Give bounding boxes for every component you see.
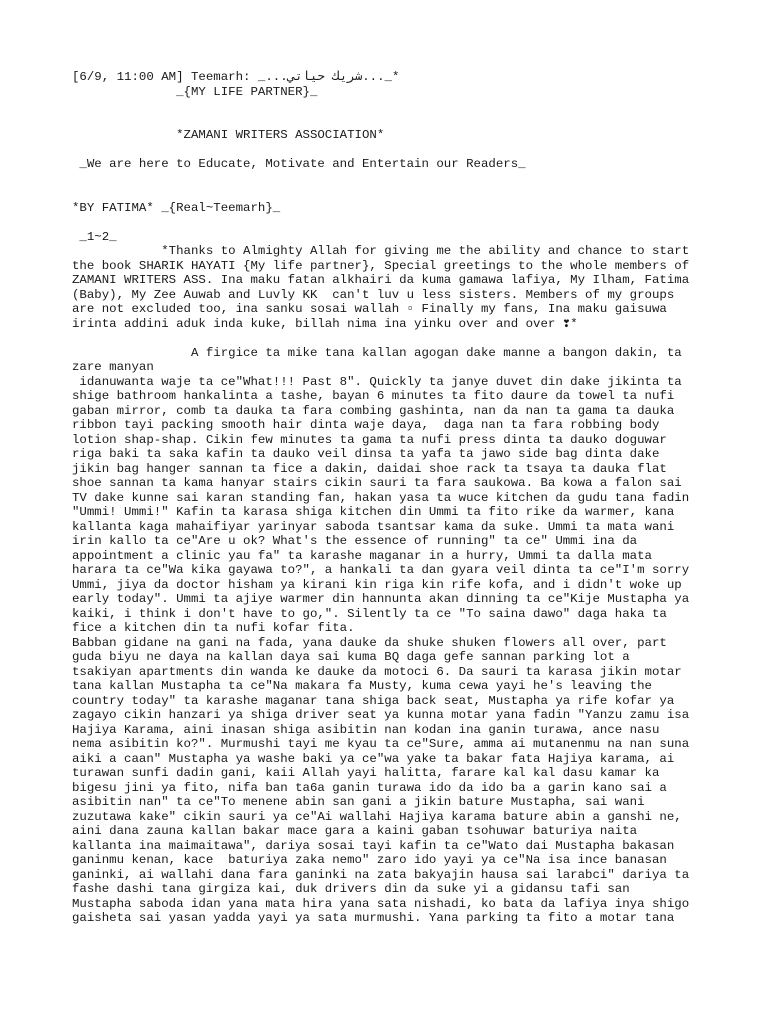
- text-line: riga baki ta saka kafin ta dauko veil dinsa ta yafa ta jawo side bag dinta dake: [72, 447, 660, 461]
- text-line: Babban gidane na gani na fada, yana dauke da shuke shuken flowers all over, part: [72, 635, 667, 650]
- text-line: lotion shap-shap. Cikin few minutes ta gama ta nufi press dinta ta dauko doguwar: [72, 432, 667, 447]
- text-line: Mustapha saboda idan yana mata hira yana sata nishadi, ko bata da lafiya inya shigo: [72, 896, 690, 911]
- text-line: *Thanks to Almighty Allah for giving me the ability and chance to start: [72, 244, 690, 258]
- text-line: ribbon tayi packing smooth hair dinta waje daya, daga nan ta fara robbing body: [72, 418, 660, 432]
- byline: *BY FATIMA* _{Real~Teemarh}_: [72, 200, 281, 215]
- text-line: appointment a clinic yau fa" ta karashe maganar in a hurry, Ummi ta dalla mata: [72, 548, 652, 563]
- text-line: irinta addini aduk inda kuke, billah nima ina yinku over and over ❣*: [72, 316, 578, 331]
- text-line: "Ummi! Ummi!" Kafin ta karasa shiga kitchen din Ummi ta fito rike da warmer, kana: [72, 505, 675, 519]
- text-line: tana kallan Mustapha ta ce"Na makara fa Musty, kuma cewa yayi he's leaving the: [72, 679, 652, 693]
- text-line: guda biyu ne daya na kallan daya sai kuma BQ daga gefe sannan parking lot a: [72, 650, 630, 664]
- text-line: gaban mirror, comb ta dauka ta fara combing gashinta, nan da nan ta gama ta dauka: [72, 403, 675, 418]
- text-line: zare manyan: [72, 360, 154, 374]
- header-line: [6/9, 11:00 AM] Teemarh: _...شريك حياتي..._*: [72, 70, 400, 84]
- text-line: aiki a caan" Mustapha ya washe baki ya ce"wa yake ta bakar fata Hajiya karama, ai: [72, 751, 675, 766]
- header-line: _{MY LIFE PARTNER}_: [72, 84, 318, 99]
- text-line: harara ta ce"Wa kika gayawa to?", a hankali ta dan gyara veil dinta ta ce"I'm sorry: [72, 563, 690, 577]
- text-line: shoe sannan ta kama hanyar stairs cikin sauri ta fara saukowa. Ba kowa a falon sai: [72, 476, 682, 490]
- text-line: turawan sunfi dadin gani, kaii Allah yayi halitta, farare kal kal dasu kamar ka: [72, 766, 660, 780]
- story-paragraph-2: [72, 636, 712, 926]
- text-line: nema asibitin ko?". Murmushi tayi me kyau ta ce"Sure, amma ai mutanenmu na nan suna: [72, 737, 690, 751]
- text-line: ganinki, ai wallahi dana fara ganinki na zata bakyajin hausa sai larabci" dariya ta: [72, 867, 690, 882]
- association-title: *ZAMANI WRITERS ASSOCIATION*: [72, 128, 385, 142]
- text-line: kallanta kaga mahaifiyar yarinyar saboda tsantsar kama da suke. Ummi ta mata wani: [72, 519, 675, 534]
- text-line: kallanta ina maimaitawa", dariya sosai tayi kafin ta ce"Wato dai Mustapha bakasan: [72, 838, 675, 853]
- text-line: kaiki, i think i don't have to go,". Silently ta ce "To saina dawo" daga haka ta: [72, 606, 667, 621]
- tagline: _We are here to Educate, Motivate and Entertain our Readers_: [72, 157, 526, 171]
- text-line: ZAMANI WRITERS ASS. Ina maku fatan alkhairi da kuma gamawa lafiya, My Ilham, Fatima: [72, 273, 690, 287]
- text-line: TV dake kunne sai karan standing fan, hakan yasa ta wuce kitchen da gudu tana fadin: [72, 490, 690, 505]
- text-line: tsakiyan apartments din wanda ke dauke da motoci 6. Da sauri ta karasa jikin motar: [72, 664, 682, 679]
- text-line: early today". Ummi ta ajiye warmer din hannunta akan dinning ta ce"Kije Mustapha ya: [72, 592, 690, 606]
- story-paragraph-1: [72, 346, 712, 636]
- text-line: A firgice ta mike tana kallan agogan dake manne a bangon dakin, ta: [72, 345, 682, 360]
- text-line: aini dana zauna kallan bakar mace gara a kaini gaban tsohuwar baturiya naita: [72, 824, 638, 838]
- text-line: fice a kitchen din ta nufi kofar fita.: [72, 621, 355, 635]
- text-line: zagayo cikin hanzari ya shiga driver seat ya kunna motar yana fadin "Yanzu zamu isa: [72, 708, 690, 722]
- text-line: gaisheta sai yasan yadda yayi ya sata murmushi. Yana parking ta fito a motar tana: [72, 911, 675, 925]
- text-line: (Baby), My Zee Auwab and Luvly KK can't luv u less sisters. Members of my groups: [72, 287, 675, 302]
- text-line: irin kallo ta ce"Are u ok? What's the essence of running" ta ce" Ummi ina da: [72, 534, 638, 548]
- chat-header: [72, 70, 712, 99]
- text-line: shige bathroom hankalinta a tashe, bayan 6 minutes ta fito daure da towel ta nufi: [72, 389, 675, 403]
- text-line: idanuwanta waje ta ce"What!!! Past 8". Quickly ta janye duvet din dake jikinta ta: [72, 374, 682, 389]
- text-line: bigesu jini ya fito, nifa ban ta6a ganin turawa ido da ido ba a garin kano sai a: [72, 780, 667, 795]
- text-line: jikin bag hanger sannan ta fice a dakin, daidai shoe rack ta tsaya ta dauka flat: [72, 461, 667, 476]
- text-line: Ummi, jiya da doctor hisham ya kirani kin riga kin rife kofa, and i didn't woke up: [72, 577, 682, 592]
- text-line: asibitin nan" ta ce"To menene abin san gani a jikin bature Mustapha, sai wani: [72, 795, 645, 809]
- document-page: [72, 70, 712, 926]
- text-line: are not excluded too, ina sanku sosai wallah ▫ Finally my fans, Ina maku gaisuwa: [72, 302, 667, 316]
- thanks-paragraph: [72, 244, 712, 331]
- text-line: country today" ta karashe maganar tana shiga back seat, Mustapha ya rife kofar ya: [72, 693, 675, 708]
- part-number: _1~2_: [72, 229, 117, 244]
- text-line: ganinmu kenan, kace baturiya zaka nemo" zaro ido yayi ya ce"Na isa ince banasan: [72, 853, 667, 867]
- text-line: zuzutawa kake" cikin sauri ya ce"Ai wallahi Hajiya karama bature abin a ganshi ne,: [72, 809, 682, 824]
- text-line: the book SHARIK HAYATI {My life partner}, Special greetings to the whole members of: [72, 258, 690, 273]
- text-line: Hajiya Karama, aini inasan shiga asibitin nan kodan ina ganin turawa, ance nasu: [72, 722, 660, 737]
- text-line: fashe dashi tana girgiza kai, duk drivers din da suke yi a gidansu tafi san: [72, 882, 630, 896]
